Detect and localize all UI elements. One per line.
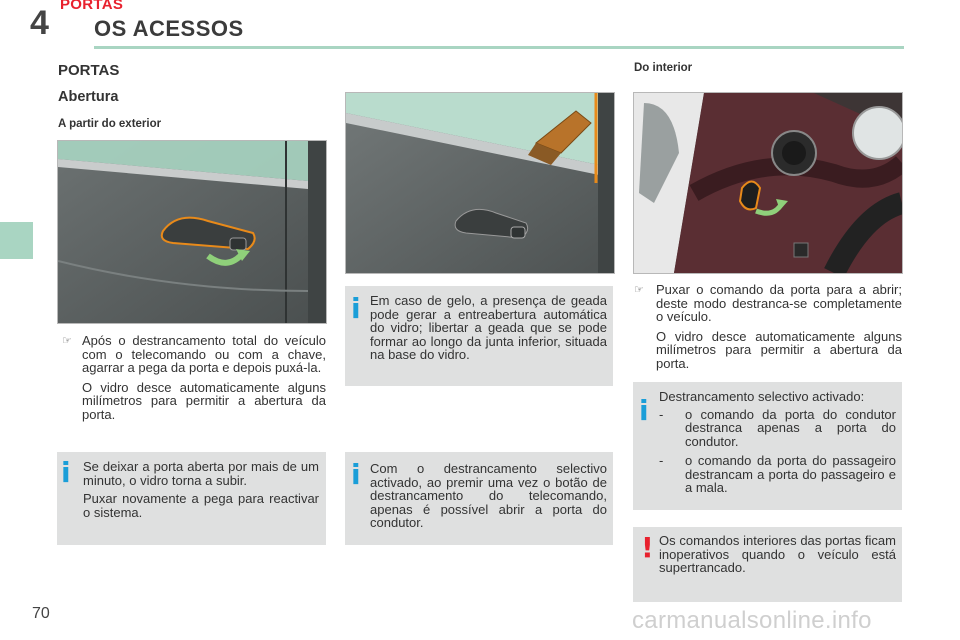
subsection-heading-interior: Do interior [634, 62, 693, 74]
info-text: Puxar novamente a pega para reactivar o sistema. [83, 491, 319, 520]
exterior-instructions [62, 334, 326, 421]
list-item [659, 408, 896, 449]
info-icon: i [639, 394, 649, 427]
warning-box-supertrancado [633, 527, 902, 602]
watermark: carmanualsonline.info [632, 607, 872, 634]
page-number: 70 [32, 605, 50, 622]
window-frost-photo [345, 92, 615, 274]
list-item [659, 454, 896, 495]
subsection-heading: Abertura [58, 89, 119, 105]
info-text: Com o destrancamento selectivo activado, ao premir uma vez o botão de destrancamento do telecomando, apenas é possível abrir a porta do condutor. [370, 461, 607, 530]
info-icon: i [351, 458, 361, 491]
list-item-text: o comando da porta do condutor destranca apenas a porta do condutor. [685, 406, 896, 449]
pointing-hand-icon: ☞ [634, 284, 644, 296]
instruction-paragraph: Após o destrancamento total do veículo com o telecomando ou com a chave, agarrar a pega da porta e depois puxá-la. [82, 333, 326, 375]
info-box-frost [345, 286, 613, 386]
door-handle-illustration [58, 141, 326, 323]
info-box-window [57, 452, 326, 545]
interior-illustration [634, 93, 902, 273]
pointing-hand-icon: ☞ [62, 335, 72, 347]
info-text: Em caso de gelo, a presença de geada pode gerar a entreabertura automática do vidro; libertar a geada que se pode formar ao longo da junta inferior, situada na base do vidro. [370, 293, 607, 362]
instruction-paragraph: Puxar o comando da porta para a abrir; deste modo destranca-se completamente o veículo. [656, 282, 902, 324]
section-heading: PORTAS [58, 62, 120, 79]
chapter-side-tab [0, 222, 33, 259]
info-text: Se deixar a porta aberta por mais de um minuto, o vidro torna a subir. [83, 459, 319, 488]
instruction-paragraph: O vidro desce automaticamente alguns milímetros para permitir a abertura da porta. [82, 379, 326, 422]
subsubsection-heading: A partir do exterior [58, 118, 162, 130]
list-dash: - [659, 406, 664, 422]
warning-icon: ! [641, 531, 654, 564]
info-box-selective-unlock [345, 452, 613, 545]
warning-text: Os comandos interiores das portas ficam inoperativos quando o veículo está supertrancado. [659, 533, 896, 575]
list-dash: - [659, 453, 664, 468]
instruction-paragraph: O vidro desce automaticamente alguns milímetros para permitir a abertura da porta. [656, 328, 902, 371]
chapter-number: 4 [30, 4, 49, 42]
info-box-selective-activated [633, 382, 902, 510]
info-icon: i [61, 456, 71, 489]
interior-door-handle-photo [633, 92, 903, 274]
exterior-door-handle-photo [57, 140, 327, 324]
frost-illustration [346, 93, 614, 273]
list-item-text: o comando da porta do passageiro destrancam a porta do passageiro e a mala. [685, 453, 896, 495]
header-rule [94, 46, 904, 49]
info-icon: i [351, 292, 361, 325]
chapter-title: OS ACESSOS [94, 16, 244, 41]
info-title: Destrancamento selectivo activado: [659, 389, 865, 404]
running-title: PORTAS [60, 0, 124, 13]
interior-instructions [634, 283, 902, 370]
